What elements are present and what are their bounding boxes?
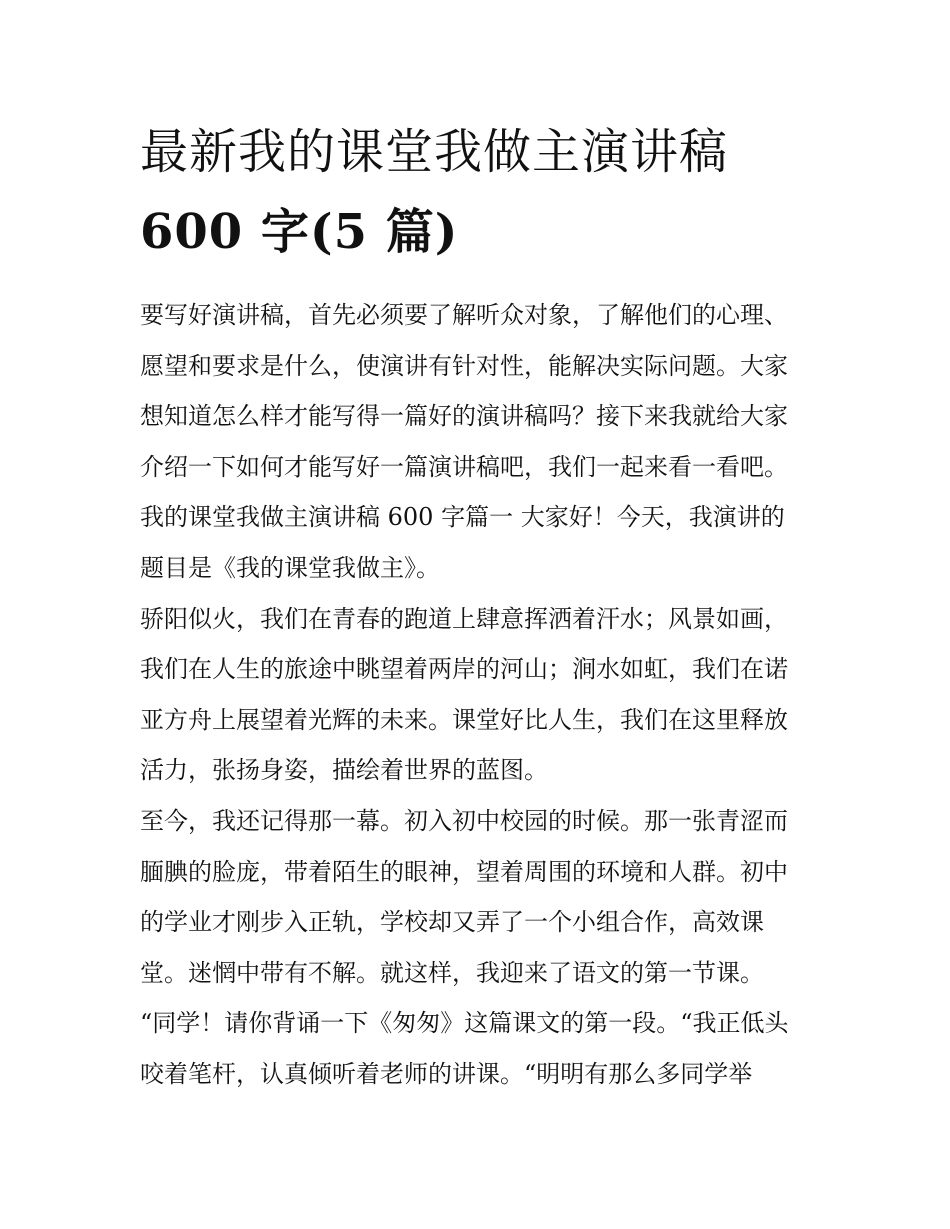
text-line: 骄阳似火，我们在青春的跑道上肆意挥洒着汗水；风景如画， <box>140 604 788 633</box>
paragraph <box>140 998 830 1099</box>
text-line: 堂。迷惘中带有不解。就这样，我迎来了语文的第一节课。 <box>140 958 764 987</box>
paragraph <box>140 796 830 998</box>
document-content <box>140 112 830 1100</box>
title-line-2: 600 字(5 篇) <box>140 204 459 260</box>
text-line: 咬着笔杆，认真倾听着老师的讲课。“明明有那么多同学举 <box>140 1059 753 1088</box>
text-line: 活力，张扬身姿，描绘着世界的蓝图。 <box>140 756 548 785</box>
document-body <box>140 290 830 1100</box>
document-title <box>140 112 830 272</box>
text-line: 的学业才刚步入正轨，学校却又弄了一个小组合作，高效课 <box>140 908 764 937</box>
text-line: “同学！请你背诵一下《匆匆》这篇课文的第一段。“我正低头 <box>140 1009 789 1038</box>
title-line-1: 最新我的课堂我做主演讲稿 <box>140 124 729 180</box>
paragraph <box>140 290 830 594</box>
text-line: 想知道怎么样才能写得一篇好的演讲稿吗？接下来我就给大家 <box>140 402 788 431</box>
text-line: 题目是《我的课堂我做主》。 <box>140 553 440 582</box>
text-line: 我们在人生的旅途中眺望着两岸的河山；涧水如虹，我们在诺 <box>140 655 788 684</box>
text-line: 要写好演讲稿，首先必须要了解听众对象，了解他们的心理、 <box>140 301 788 329</box>
text-line: 我的课堂我做主演讲稿 600 字篇一 大家好！今天，我演讲的 <box>140 503 785 532</box>
text-line: 腼腆的脸庞，带着陌生的眼神，望着周围的环境和人群。初中 <box>140 857 788 886</box>
text-line: 介绍一下如何才能写好一篇演讲稿吧，我们一起来看一看吧。 <box>140 452 788 481</box>
text-line: 亚方舟上展望着光辉的未来。课堂好比人生，我们在这里释放 <box>140 705 788 734</box>
paragraph <box>140 594 830 796</box>
text-line: 至今，我还记得那一幕。初入初中校园的时候。那一张青涩而 <box>140 806 788 835</box>
text-line: 愿望和要求是什么，使演讲有针对性，能解决实际问题。大家 <box>140 351 788 380</box>
